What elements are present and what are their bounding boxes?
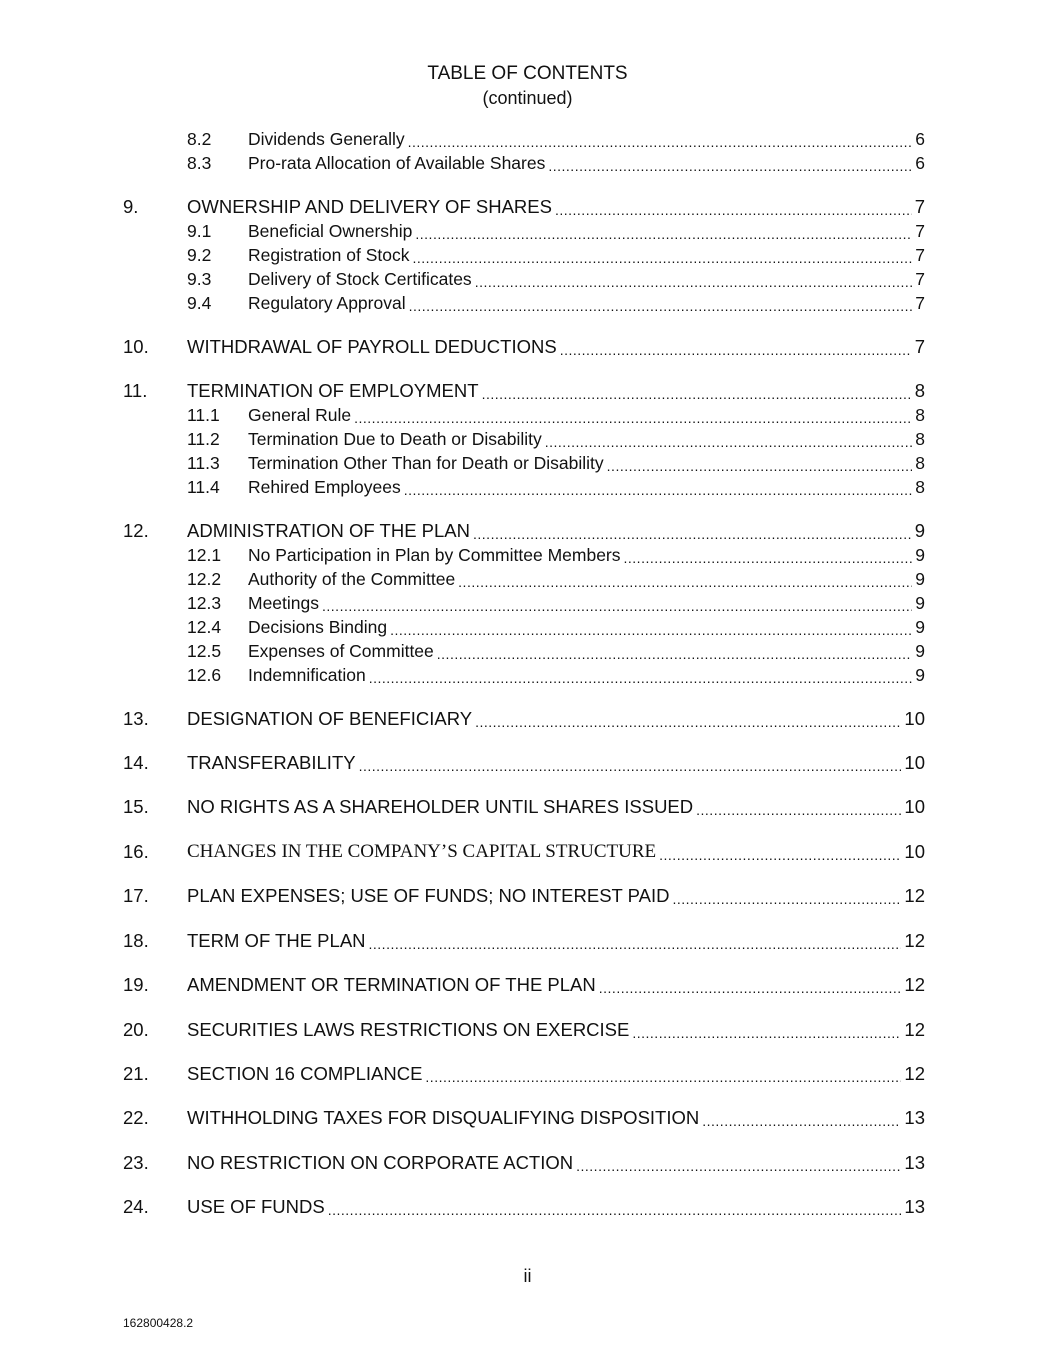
dot-leader — [555, 202, 912, 218]
toc-entry-number: 9. — [123, 196, 139, 217]
toc-subsection-entry — [187, 638, 925, 662]
toc-entry-page: 7 — [914, 196, 925, 217]
toc-entry-number: 11. — [123, 380, 148, 401]
toc-entry-label: TERM OF THE PLAN — [187, 930, 366, 951]
toc-entry-label: General Rule — [248, 405, 352, 425]
toc-entry-label: No Participation in Plan by Committee Members — [248, 545, 621, 565]
toc-entry-page: 12 — [904, 885, 925, 906]
toc-entry-number: 11.1 — [187, 405, 220, 425]
toc-entry-number: 8.2 — [187, 129, 212, 149]
dot-leader — [354, 410, 912, 426]
toc-entry-label: Regulatory Approval — [248, 293, 406, 313]
toc-subsection-entry — [187, 218, 925, 242]
toc-subsection-entry — [187, 474, 925, 498]
toc-entry-page: 13 — [904, 1107, 925, 1128]
toc-entry-page: 9 — [915, 569, 925, 589]
toc-entry-label: AMENDMENT OR TERMINATION OF THE PLAN — [187, 974, 596, 995]
toc-entry-number: 23. — [123, 1152, 149, 1173]
toc-entry-label: WITHDRAWAL OF PAYROLL DEDUCTIONS — [187, 336, 557, 357]
toc-section-entry — [123, 706, 925, 730]
dot-leader — [475, 714, 901, 730]
dot-leader — [482, 386, 912, 402]
toc-entry-label: Beneficial Ownership — [248, 221, 413, 241]
toc-entry-page: 7 — [915, 245, 925, 265]
toc-section-entry — [123, 334, 925, 358]
toc-entry-number: 16. — [123, 841, 149, 862]
toc-section-entry — [123, 928, 925, 952]
dot-leader — [322, 598, 912, 614]
dot-leader — [369, 670, 913, 686]
dot-leader — [632, 1025, 901, 1041]
toc-entry-number: 12.5 — [187, 641, 222, 661]
toc-entry-page: 9 — [915, 617, 925, 637]
toc-entry-number: 8.3 — [187, 153, 212, 173]
toc-entry-number: 24. — [123, 1196, 149, 1217]
toc-section-entry — [123, 518, 925, 542]
toc-entry-number: 12.4 — [187, 617, 222, 637]
toc-entry-number: 13. — [123, 708, 149, 729]
toc-subsection-entry — [187, 662, 925, 686]
toc-subsection-entry — [187, 266, 925, 290]
toc-entry-number: 14. — [123, 752, 149, 773]
dot-leader — [545, 434, 913, 450]
toc-entry-label: Meetings — [248, 593, 320, 613]
toc-entry-label: Pro-rata Allocation of Available Shares — [248, 153, 546, 173]
toc-entry-number: 9.2 — [187, 245, 212, 265]
toc-entry-label: Registration of Stock — [248, 245, 410, 265]
toc-entry-page: 7 — [915, 293, 925, 313]
toc-section-entry — [123, 1194, 925, 1218]
toc-entry-page: 8 — [915, 453, 925, 473]
dot-leader — [408, 134, 913, 150]
toc-entry-label: SECURITIES LAWS RESTRICTIONS ON EXERCISE — [187, 1019, 630, 1040]
toc-entry-number: 10. — [123, 336, 149, 357]
toc-section-entry — [123, 1150, 925, 1174]
toc-entry-label: TERMINATION OF EMPLOYMENT — [187, 380, 479, 401]
toc-section-entry — [123, 194, 925, 218]
dot-leader — [437, 646, 912, 662]
toc-entry-number: 12.1 — [187, 545, 222, 565]
toc-entry-page: 6 — [915, 129, 925, 149]
toc-entry-label: Rehired Employees — [248, 477, 401, 497]
toc-entry-label: OWNERSHIP AND DELIVERY OF SHARES — [187, 196, 552, 217]
toc-entry-page: 7 — [915, 269, 925, 289]
toc-entry-page: 12 — [904, 1063, 925, 1084]
toc-entry-number: 20. — [123, 1019, 149, 1040]
toc-entry-number: 12.6 — [187, 665, 222, 685]
toc-entry-number: 19. — [123, 974, 149, 995]
toc-entry-page: 12 — [904, 930, 925, 951]
dot-leader — [473, 526, 912, 542]
toc-section-entry — [123, 1105, 925, 1129]
toc-entry-label: Expenses of Committee — [248, 641, 434, 661]
dot-leader — [359, 758, 902, 774]
toc-entry-number: 11.4 — [187, 477, 220, 497]
toc-section-entry — [123, 750, 925, 774]
toc-subsection-entry — [187, 290, 925, 314]
toc-entry-number: 11.2 — [187, 429, 220, 449]
toc-entry-page: 8 — [915, 477, 925, 497]
toc-subsection-entry — [187, 150, 925, 174]
dot-leader — [702, 1113, 901, 1129]
toc-entry-number: 21. — [123, 1063, 149, 1084]
toc-entry-page: 7 — [914, 336, 925, 357]
toc-entry-number: 18. — [123, 930, 149, 951]
toc-entry-label: USE OF FUNDS — [187, 1196, 325, 1217]
toc-entry-label: DESIGNATION OF BENEFICIARY — [187, 708, 473, 729]
toc-entry-label: Delivery of Stock Certificates — [248, 269, 472, 289]
toc-entry-label: Decisions Binding — [248, 617, 388, 637]
dot-leader — [548, 158, 912, 174]
toc-subsection-entry — [187, 426, 925, 450]
dot-leader — [560, 342, 912, 358]
toc-section-entry — [123, 794, 925, 818]
toc-title: TABLE OF CONTENTS — [427, 63, 628, 84]
dot-leader — [458, 574, 912, 590]
toc-entry-number: 12.3 — [187, 593, 222, 613]
toc-subsection-entry — [187, 590, 925, 614]
toc-entry-page: 10 — [904, 796, 925, 817]
dot-leader — [475, 274, 913, 290]
toc-entry-page: 8 — [915, 429, 925, 449]
dot-leader — [607, 458, 913, 474]
toc-entry-page: 9 — [914, 520, 925, 541]
toc-entry-number: 9.3 — [187, 269, 212, 289]
dot-leader — [576, 1158, 901, 1174]
toc-entry-label: PLAN EXPENSES; USE OF FUNDS; NO INTEREST PAID — [187, 885, 670, 906]
toc-entry-label: ADMINISTRATION OF THE PLAN — [187, 520, 471, 541]
toc-entry-number: 12.2 — [187, 569, 222, 589]
dot-leader — [672, 891, 901, 907]
toc-entry-page: 7 — [915, 221, 925, 241]
dot-leader — [425, 1069, 901, 1085]
toc-entry-number: 9.4 — [187, 293, 212, 313]
toc-entry-page: 9 — [915, 545, 925, 565]
toc-entry-label: CHANGES IN THE COMPANY’S CAPITAL STRUCTURE — [187, 841, 657, 862]
toc-section-entry — [123, 883, 925, 907]
toc-entry-label: Authority of the Committee — [248, 569, 456, 589]
dot-leader — [412, 250, 912, 266]
dot-leader — [624, 550, 913, 566]
page-number: ii — [523, 1266, 532, 1286]
toc-section-entry — [123, 1061, 925, 1085]
toc-entry-page: 12 — [904, 974, 925, 995]
toc-entry-page: 8 — [915, 405, 925, 425]
toc-entry-number: 22. — [123, 1107, 149, 1128]
toc-section-entry — [123, 1017, 925, 1041]
toc-entry-number: 12. — [123, 520, 149, 541]
toc-entry-label: SECTION 16 COMPLIANCE — [187, 1063, 423, 1084]
toc-entry-label: NO RIGHTS AS A SHAREHOLDER UNTIL SHARES ISSUED — [187, 796, 694, 817]
dot-leader — [369, 936, 902, 952]
toc-entry-page: 8 — [914, 380, 925, 401]
dot-leader — [696, 802, 901, 818]
dot-leader — [659, 847, 901, 863]
toc-subsection-entry — [187, 450, 925, 474]
toc-entry-number: 17. — [123, 885, 149, 906]
toc-entry-page: 13 — [904, 1196, 925, 1217]
toc-entry-page: 9 — [915, 593, 925, 613]
toc-subsection-entry — [187, 126, 925, 150]
dot-leader — [328, 1202, 902, 1218]
toc-subsection-entry — [187, 614, 925, 638]
toc-entry-label: Indemnification — [248, 665, 366, 685]
dot-leader — [390, 622, 912, 638]
toc-entry-page: 10 — [904, 841, 925, 862]
toc-section-entry — [123, 378, 925, 402]
toc-entry-number: 9.1 — [187, 221, 212, 241]
toc-entry-label: Termination Due to Death or Disability — [248, 429, 542, 449]
toc-entry-page: 12 — [904, 1019, 925, 1040]
dot-leader — [415, 226, 912, 242]
toc-entry-label: Dividends Generally — [248, 129, 405, 149]
toc-entry-label: NO RESTRICTION ON CORPORATE ACTION — [187, 1152, 574, 1173]
toc-subsection-entry — [187, 542, 925, 566]
toc-subtitle: (continued) — [482, 88, 573, 108]
toc-subsection-entry — [187, 402, 925, 426]
toc-entry-number: 11.3 — [187, 453, 220, 473]
dot-leader — [409, 298, 913, 314]
toc-entry-label: WITHHOLDING TAXES FOR DISQUALIFYING DISPOSITION — [187, 1107, 700, 1128]
toc-entry-number: 15. — [123, 796, 149, 817]
dot-leader — [404, 482, 913, 498]
toc-entry-page: 6 — [915, 153, 925, 173]
toc-entry-label: TRANSFERABILITY — [187, 752, 356, 773]
toc-entry-label: Termination Other Than for Death or Disability — [248, 453, 604, 473]
toc-entry-page: 9 — [915, 641, 925, 661]
toc-entry-page: 13 — [904, 1152, 925, 1173]
toc-entry-page: 10 — [904, 752, 925, 773]
toc-entry-page: 9 — [915, 665, 925, 685]
toc-section-entry — [123, 839, 925, 863]
dot-leader — [599, 980, 902, 996]
toc-subsection-entry — [187, 566, 925, 590]
toc-entry-page: 10 — [904, 708, 925, 729]
toc-subsection-entry — [187, 242, 925, 266]
toc-section-entry — [123, 972, 925, 996]
document-id: 162800428.2 — [123, 1316, 194, 1330]
